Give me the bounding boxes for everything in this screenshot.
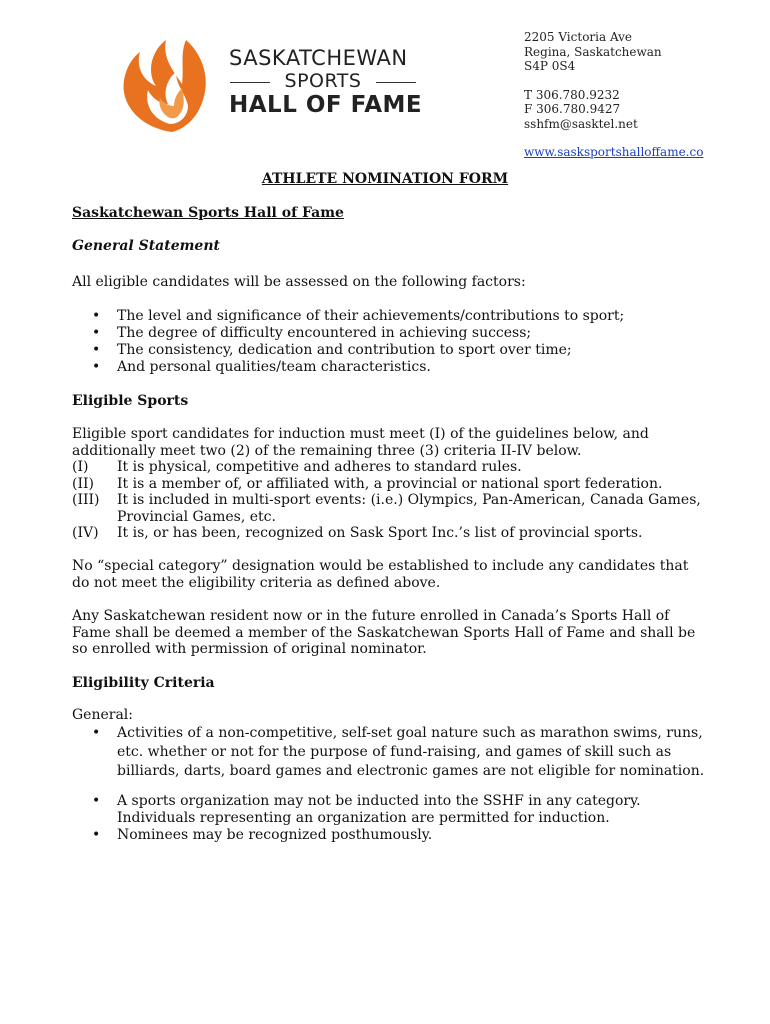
postal-code: S4P 0S4 <box>524 59 576 73</box>
contact-block <box>524 30 703 160</box>
criterion-text: It is physical, competitive and adheres to standard rules. <box>117 459 522 475</box>
form-title: ATHLETE NOMINATION FORM <box>261 171 509 187</box>
special-category-paragraph: No “special category” designation would be established to include any candidates that do not meet the eligibility criteria as defined above. <box>72 558 689 591</box>
eligible-sports-heading: Eligible Sports <box>72 393 189 409</box>
flame-logo-icon <box>112 28 222 136</box>
list-item: • A sports organization may not be inducted into the SSHF in any category. Individuals representing an organization are permitted for induction. <box>72 793 682 827</box>
eligible-sports-intro: Eligible sport candidates for induction must meet (I) of the guidelines below, and additionally meet two (2) of the remaining three (3) criteria II-IV below. <box>72 426 649 459</box>
list-item: • Activities of a non-competitive, self-set goal nature such as marathon swims, runs, etc. whether or not for the purpose of fund-raising, and games of skill such as billiards, darts, board games and electronic games are not eligible for nomination. <box>72 724 712 781</box>
general-statement-heading: General Statement <box>72 238 220 254</box>
eligibility-list <box>72 724 712 781</box>
logo-text-line2: SPORTS <box>230 70 416 92</box>
list-item <box>72 476 712 493</box>
street-address: 2205 Victoria Ave <box>524 30 633 44</box>
list-item: • Nominees may be recognized posthumously. <box>72 827 682 844</box>
email-address: sshfm@sasktel.net <box>524 116 638 131</box>
factors-list <box>72 308 712 376</box>
list-item: • And personal qualities/team characteristics. <box>72 359 712 376</box>
eligibility-criteria-heading: Eligibility Criteria <box>72 675 215 691</box>
criterion-number: (I) <box>72 459 89 475</box>
logo <box>112 28 432 136</box>
logo-text-line1: SASKATCHEWAN <box>229 46 408 70</box>
phone-number: T 306.780.9232 <box>524 87 620 102</box>
criterion-number: (IV) <box>72 525 99 541</box>
general-intro: All eligible candidates will be assessed on the following factors: <box>72 274 526 290</box>
eligibility-list-continued <box>72 793 682 844</box>
criterion-text: It is a member of, or affiliated with, a provincial or national sport federation. <box>117 475 663 492</box>
org-title: Saskatchewan Sports Hall of Fame <box>72 205 344 221</box>
list-item: • The degree of difficulty encountered in achieving success; <box>72 325 712 342</box>
criteria-list <box>72 459 712 542</box>
criterion-number: (II) <box>72 475 94 492</box>
fax-number: F 306.780.9427 <box>524 102 621 116</box>
city-address: Regina, Saskatchewan <box>524 44 662 59</box>
criterion-text: It is included in multi-sport events: (i.e.) Olympics, Pan-American, Canada Games, Provincial Games, etc. <box>117 492 701 525</box>
general-label: General: <box>72 707 134 723</box>
list-item: • The level and significance of their achievements/contributions to sport; <box>72 308 712 325</box>
list-item <box>72 525 712 542</box>
list-item: • The consistency, dedication and contribution to sport over time; <box>72 342 712 359</box>
criterion-text: It is, or has been, recognized on Sask Sport Inc.’s list of provincial sports. <box>117 525 643 541</box>
list-item <box>72 492 712 525</box>
canada-hall-paragraph: Any Saskatchewan resident now or in the future enrolled in Canada’s Sports Hall of Fame shall be deemed a member of the Saskatchewan Sports Hall of Fame and shall be so enrolled with permission of original nominator. <box>72 608 696 657</box>
criterion-number: (III) <box>72 492 100 508</box>
list-item <box>72 459 712 476</box>
logo-text-line3: HALL OF FAME <box>229 92 423 118</box>
website-link[interactable]: www.sasksportshalloffame.co <box>524 145 704 159</box>
